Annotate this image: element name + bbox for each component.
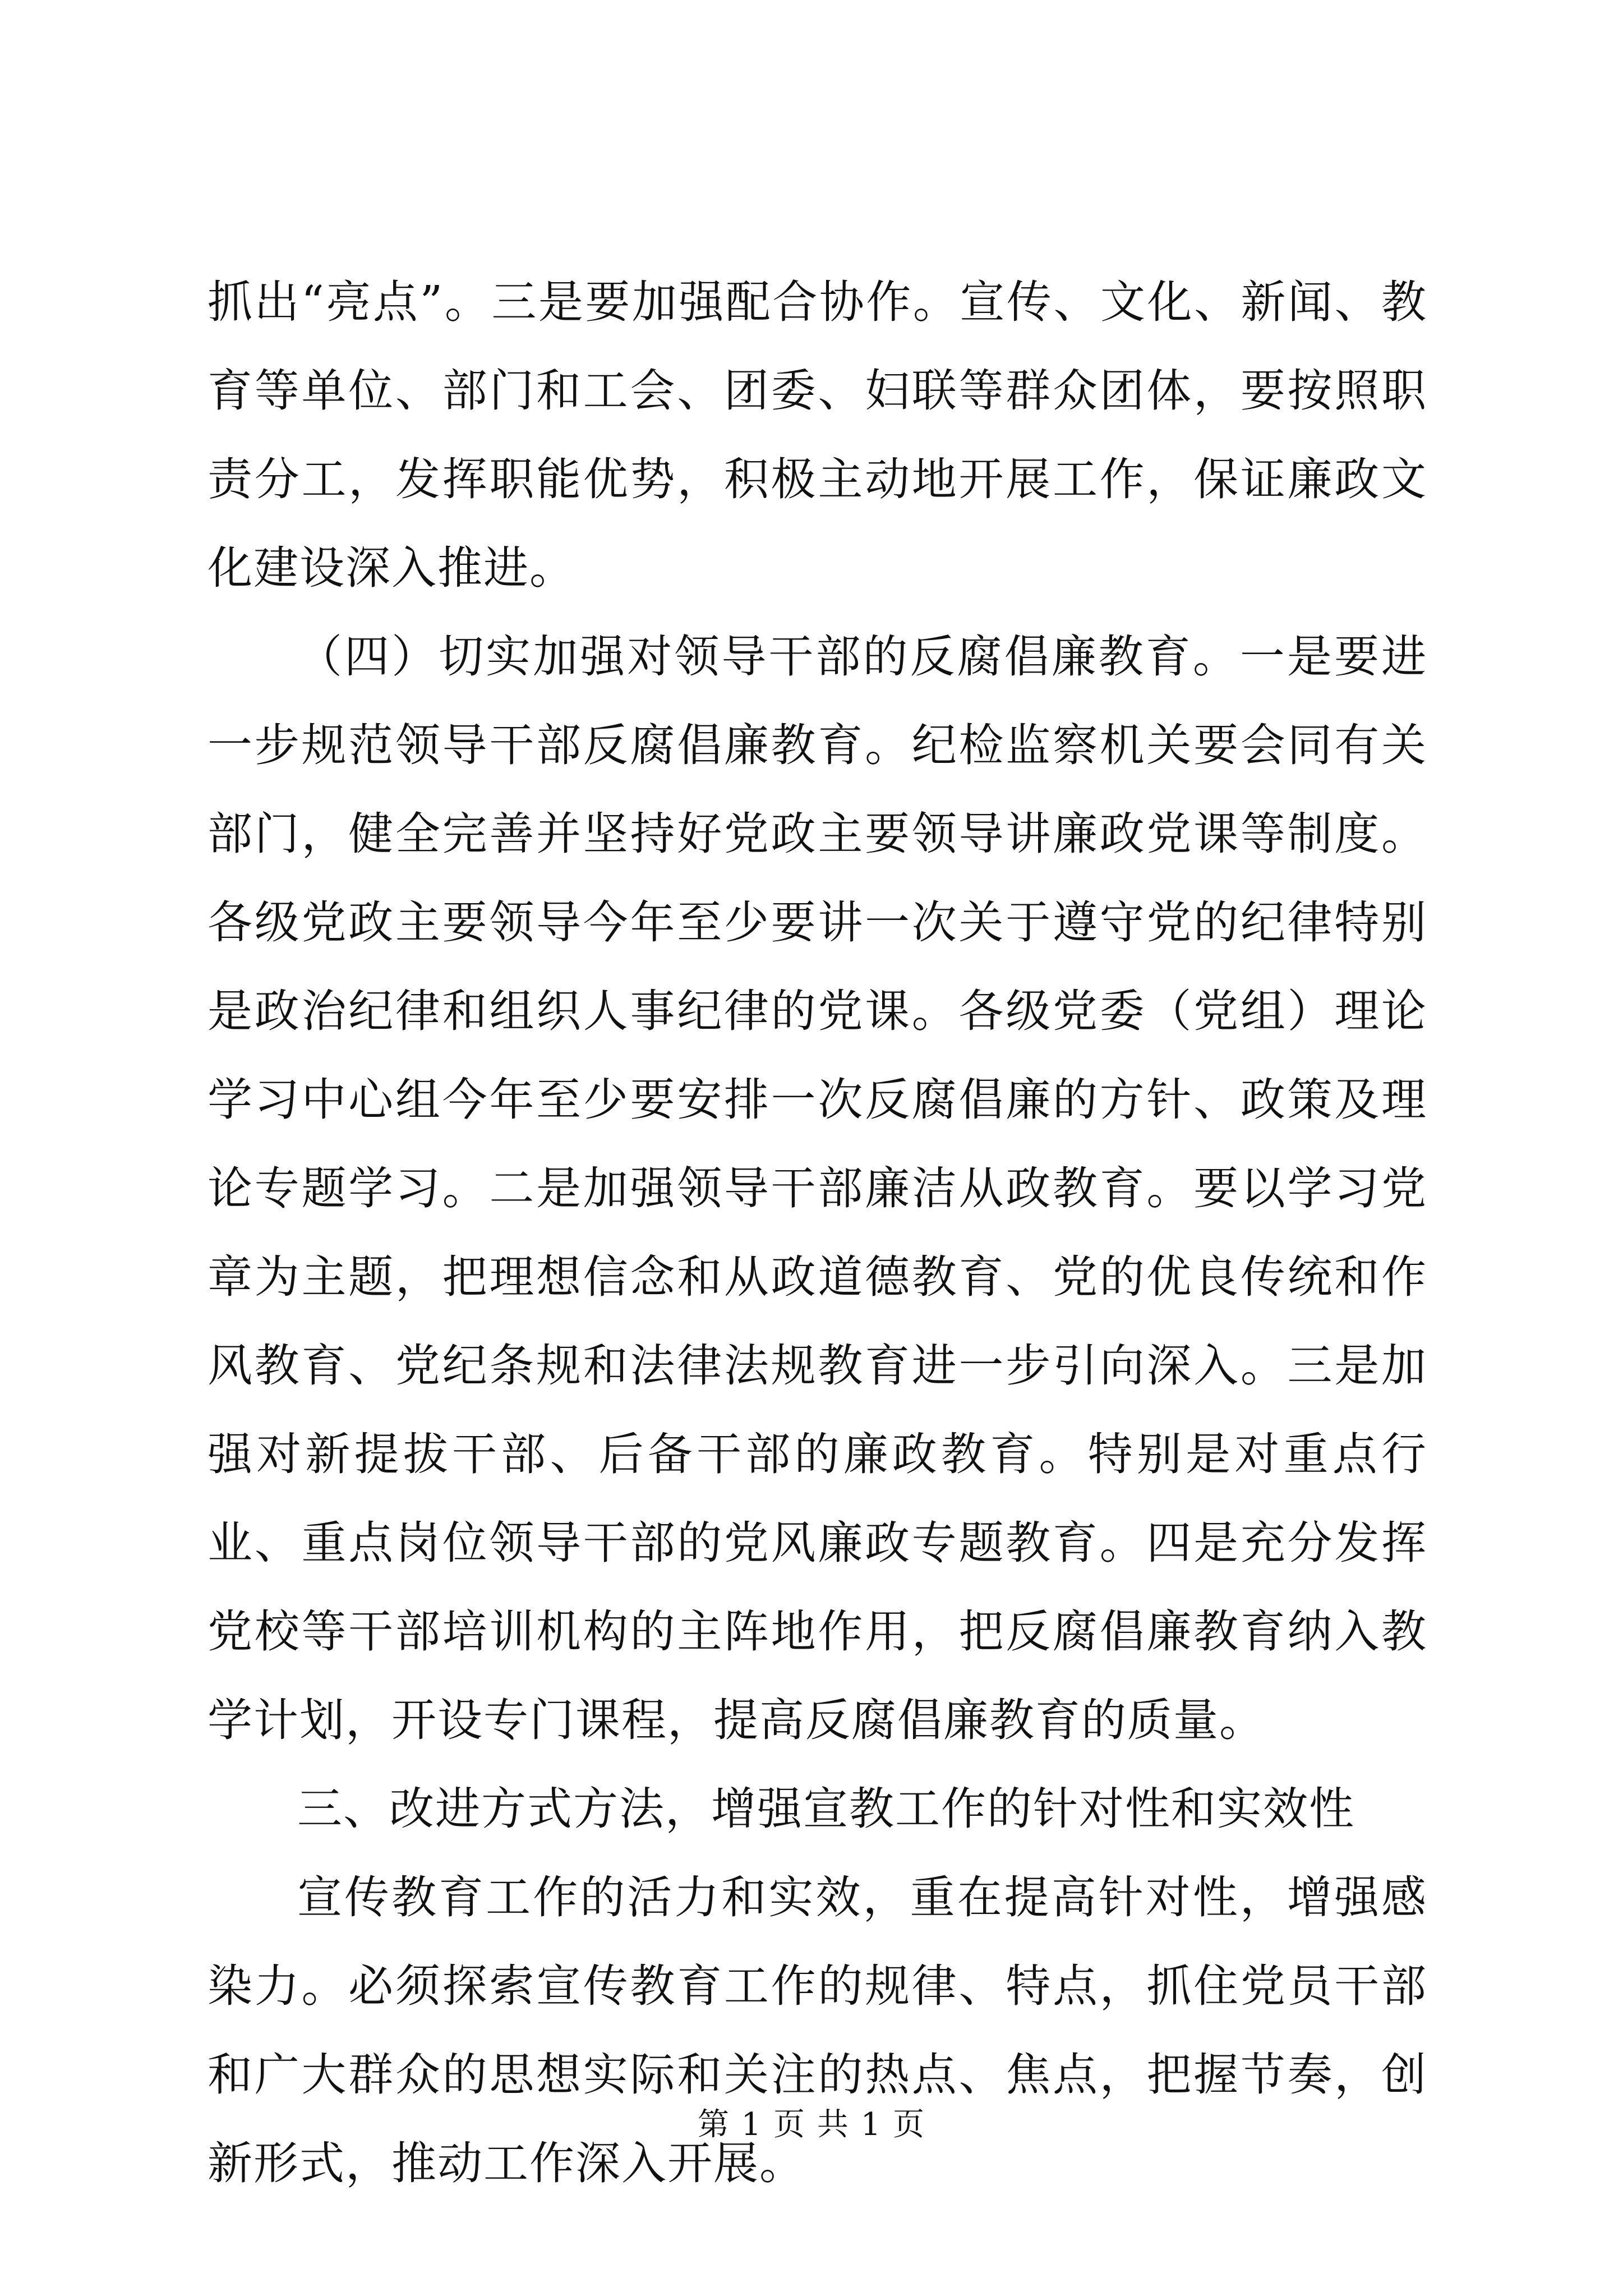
paragraph-continuation: 抓出“亮点”。三是要加强配合协作。宣传、文化、新闻、教育等单位、部门和工会、团委、妇联等群众团体，要按照职责分工，发挥职能优势，积极主动地开展工作，保证廉政文化建设深入推进。 — [208, 276, 1427, 594]
page-footer: 第 1 页 共 1 页 — [697, 2106, 926, 2143]
paragraph-anti-corruption-education: （四）切实加强对领导干部的反腐倡廉教育。一是要进一步规范领导干部反腐倡廉教育。纪检监察机关要会同有关部门，健全完善并坚持好党政主要领导讲廉政党课等制度。各级党政主要领导今年至少要讲一次关于遵守党的纪律特别是政治纪律和组织人事纪律的党课。各级党委（党组）理论学习中心组今年至少要安排一次反腐倡廉的方针、政策及理论专题学习。二是加强领导干部廉洁从政教育。要以学习党章为主题，把理想信念和从政道德教育、党的优良传统和作风教育、党纪条规和法律法规教育进一步引向深入。三是加强对新提拔干部、后备干部的廉政教育。特别是对重点行业、重点岗位领导干部的党风廉政专题教育。四是充分发挥党校等干部培训机构的主阵地作用，把反腐倡廉教育纳入教学计划，开设专门课程，提高反腐倡廉教育的质量。 — [208, 631, 1427, 1746]
section-heading: 三、改进方式方法，增强宣教工作的针对性和实效性 — [297, 1783, 1355, 1835]
paragraph-propaganda-work: 宣传教育工作的活力和实效，重在提高针对性，增强感染力。必须探索宣传教育工作的规律、特点，抓住党员干部和广大群众的思想实际和关注的热点、焦点，把握节奏，创新形式，推动工作深入开展。 — [208, 1871, 1427, 2189]
document-body — [208, 258, 1427, 2208]
